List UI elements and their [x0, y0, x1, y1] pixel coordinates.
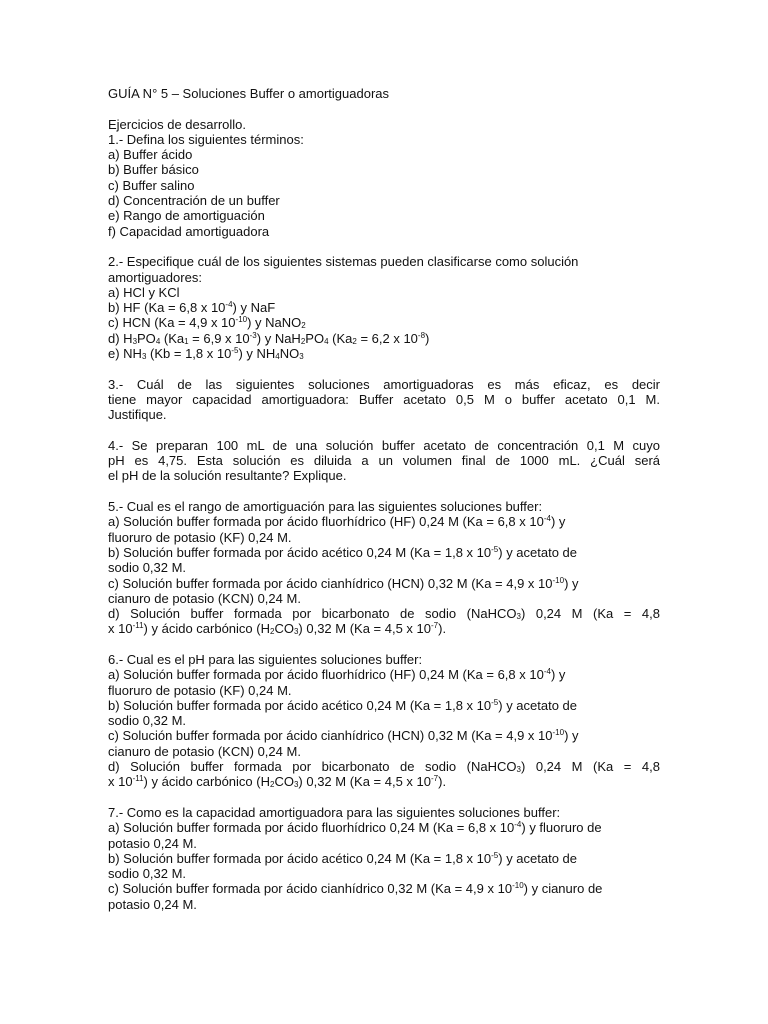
q1-item-e: e) Rango de amortiguación [108, 208, 265, 224]
q6-item-b-line1: b) Solución buffer formada por ácido acético 0,24 M (Ka = 1,8 x $10^{-5}$) y acetato de [108, 697, 578, 713]
spacer [108, 361, 660, 376]
q5-item-c-line2: cianuro de potasio (KCN) 0,24 M. [108, 590, 301, 606]
q1-item-d: d) Concentración de un buffer [108, 193, 280, 209]
q2-heading-line2: amortiguadores: [108, 269, 202, 285]
q7-item-a-line1: a) Solución buffer formada por ácido fluorhídrico 0,24 M (Ka = 6,8 x $10^{-4}$) y fluoruro de [108, 820, 602, 836]
q6-item-c-line1: c) Solución buffer formada por ácido cianhídrico (HCN) 0,32 M (Ka = 4,9 x $10^{-10}$) y [108, 728, 579, 744]
q2-item-c: c) HCN (Ka = 4,9 x $10^{-10}$) y NaNO$_2$ [108, 315, 306, 331]
q5-heading: 5.- Cual es el rango de amortiguación para las siguientes soluciones buffer: [108, 499, 543, 515]
q6-item-a-line1: a) Solución buffer formada por ácido fluorhídrico (HF) 0,24 M (Ka = 6,8 x $10^{-4}$) y [108, 667, 566, 683]
q3-line1: 3.- Cuál de las siguientes soluciones amortiguadoras es más eficaz, es decir [108, 376, 660, 392]
spacer [108, 239, 660, 254]
spacer [108, 101, 660, 116]
q1-item-b: b) Buffer básico [108, 162, 199, 178]
q7-item-b-line2: sodio 0,32 M. [108, 866, 187, 882]
q4-line2: pH es 4,75. Esta solución es diluida a un volumen final de 1000 mL. ¿Cuál será [108, 453, 660, 469]
q3-line3: Justifique. [108, 407, 167, 423]
q2-item-e: e) $NH_3$ (Kb = 1,8 x $10^{-5}$) y $NH_4NO_3$ [108, 346, 304, 362]
q2-item-d: d) $H_3PO_4$ ($Ka_1 = 6,9$ x $10^{-3}$) y $NaH_2PO_4$ ($Ka_2 = 6,2$ x $10^{-8}$) [108, 330, 430, 346]
document-title: GUÍA N° 5 – Soluciones Buffer o amortiguadoras [108, 86, 389, 101]
q4-line1: 4.- Se preparan 100 mL de una solución buffer acetato de concentración 0,1 M cuyo [108, 437, 660, 453]
spacer [108, 790, 660, 805]
document-page [108, 86, 660, 912]
q1-item-f: f) Capacidad amortiguadora [108, 223, 270, 239]
q5-item-d-line1: d) Solución buffer formada por bicarbonato de sodio (NaHCO$_3$) 0,24 M (Ka = 4,8 [108, 606, 660, 622]
q6-item-b-line2: sodio 0,32 M. [108, 713, 187, 729]
q4-line3: el pH de la solución resultante? Explique. [108, 468, 347, 484]
q6-item-c-line2: cianuro de potasio (KCN) 0,24 M. [108, 743, 301, 759]
q7-item-b-line1: b) Solución buffer formada por ácido acético 0,24 M (Ka = 1,8 x $10^{-5}$) y acetato de [108, 850, 578, 866]
q5-item-d-line2: x $10^{-11}$) y ácido carbónico $(H_2CO_3)$ 0,32 M (Ka = 4,5 x $10^{-7}$). [108, 621, 447, 637]
spacer [108, 423, 660, 438]
q5-item-b-line2: sodio 0,32 M. [108, 560, 187, 576]
q5-item-b-line1: b) Solución buffer formada por ácido acético 0,24 M (Ka = 1,8 x $10^{-5}$) y acetato de [108, 544, 578, 560]
spacer [108, 637, 660, 652]
intro-text: Ejercicios de desarrollo. [108, 116, 247, 132]
q1-item-a: a) Buffer ácido [108, 147, 193, 163]
q6-item-d-line1: d) Solución buffer formada por bicarbonato de sodio (NaHCO$_3$) 0,24 M (Ka = 4,8 [108, 759, 660, 775]
q6-item-a-line2: fluoruro de potasio (KF) 0,24 M. [108, 682, 292, 698]
q2-heading-line1: 2.- Especifique cuál de los siguientes sistemas pueden clasificarse como solución [108, 254, 579, 270]
q2-item-a: a) HCl y KCl [108, 284, 180, 300]
q6-heading: 6.- Cual es el pH para las siguientes soluciones buffer: [108, 651, 423, 667]
q6-item-d-line2: x $10^{-11}$) y ácido carbónico $(H_2CO_3)$ 0,32 M (Ka = 4,5 x $10^{-7}$). [108, 774, 447, 790]
q1-item-c: c) Buffer salino [108, 177, 195, 193]
q1-heading: 1.- Defina los siguientes términos: [108, 131, 304, 147]
q7-item-c-line2: potasio 0,24 M. [108, 896, 197, 912]
q7-item-a-line2: potasio 0,24 M. [108, 835, 197, 851]
q7-heading: 7.- Como es la capacidad amortiguadora para las siguientes soluciones buffer: [108, 804, 561, 820]
q3-line2: tiene mayor capacidad amortiguadora: Buffer acetato 0,5 M o buffer acetato 0,1 M. [108, 391, 660, 407]
q2-item-b: b) HF (Ka = 6,8 x $10^{-4}$) y NaF [108, 300, 276, 316]
q7-item-c-line1: c) Solución buffer formada por ácido cianhídrico 0,32 M (Ka = 4,9 x $10^{-10}$) y cianuro de [108, 881, 603, 897]
q5-item-a-line2: fluoruro de potasio (KF) 0,24 M. [108, 529, 292, 545]
q5-item-c-line1: c) Solución buffer formada por ácido cianhídrico (HCN) 0,32 M (Ka = 4,9 x $10^{-10}$) y [108, 575, 579, 591]
q5-item-a-line1: a) Solución buffer formada por ácido fluorhídrico (HF) 0,24 M (Ka = 6,8 x $10^{-4}$) y [108, 514, 566, 530]
spacer [108, 484, 660, 499]
